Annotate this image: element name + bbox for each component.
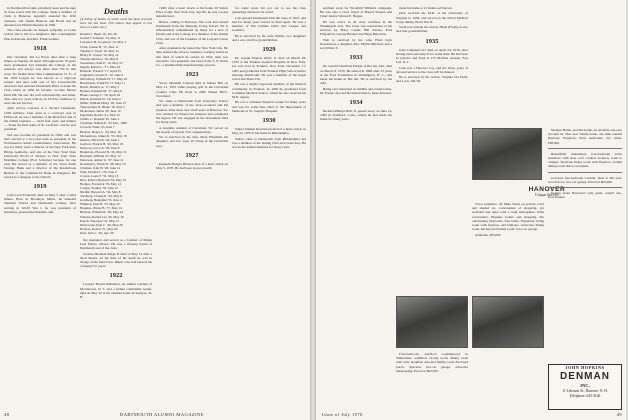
death-entry: Dunton, Harold R. '26, June 1 [80, 137, 120, 142]
denman-ad-name: DENMAN [560, 371, 610, 382]
death-entry: Hyman, Kenneth M. '17, May 6 [80, 89, 122, 94]
divider [548, 172, 622, 173]
hanover-ad-name: HANOVER [528, 186, 566, 193]
obituary-text: John Cecil Frederick died on May 5 after a brief illness. Born in Brooklyn, Minn., he attended Shattuck School and Dartmouth College, after serving in World War I, he was president of insurance, general merchandise, and [4, 193, 76, 214]
obituary-text: fire insurance and served as a founder of Maple Leaf Farms, Ottawa. He was a lifelong friend of Dartmouth and of the class. [80, 237, 152, 251]
death-entry: Donald L. Bush '16, Jan. 26 [80, 32, 117, 37]
right-column-1 [320, 6, 392, 404]
ad-text: Modern Home, and this home, an enviable one-acre wooded lot. Fine new family home, one mile outside Hanover. Fireplace, three bedrooms, two baths. $58,000. [548, 128, 622, 145]
class-year-heading: 1927 [185, 151, 199, 159]
denman-ad-address: 11 Lebanon St., Hanover, N. H. [562, 389, 608, 393]
obituary-text: Vic is survived by his wife, Mary Elizabeth, his daughter, and two sons, all living in the Cleveland area. [156, 135, 228, 148]
page-number: 48 [4, 412, 10, 417]
obituary-text: Victor Marshall Cantoni died at Sunset Hill on May 21, 1970 while playing golf at the Cleveland Country Club. He lived at 2900 Shaker Blvd., Cleveland. [156, 81, 228, 98]
death-entry: Hudson, Henry C. '24, May 16 [80, 129, 121, 134]
ad-text: Inquire about Hanover's only quiet, central one-floor homes. [548, 191, 622, 200]
obituary-text: Vic came to Dartmouth from University School and was a member of the Jack-o-Lantern and Psi Upsilon. After three and a half years at Hanover, Vic was stricken by illness but returned and completed his degree. He was engaged in the investment field for many years. [156, 99, 228, 125]
ad-text: Four-bedroom, one-floor contemporary in immaculate condition. Living room, dining room with wall, breakfast area and family room. Enclosed porch. Spacious two-car garage, attractive landscaping. Priced at $62,500. [396, 352, 468, 373]
obituary-text: Late entered Dartmouth with the class of 1927, and had for many years served as fund agent. He was a member of Phi Gamma Delta and Casque and Gauntlet. [232, 15, 306, 33]
obituary-text: Cam was a Hanover boy, and his many years of devoted service to the class will be missed. [396, 65, 468, 74]
death-entry: Ingalls, Robert C. '17, May 16 [80, 64, 120, 69]
death-entry: Ingraham, Robert '21, May 22 [80, 113, 120, 118]
obituary-text: He is survived by his wife, Emma, two daughters and a son, and five grandchildren. [232, 33, 306, 42]
death-entry: Marsh, Kenneth W. '18, June 4 [80, 97, 121, 102]
obituary-text: Survivors include his widow, Hilda (Fresh). A son, and four grandchildren. [396, 25, 468, 34]
death-entry: Clark, Joshua H. '15, June 11 [80, 44, 119, 49]
obituary-text: Dick received his M.D. at the University of Virginia in 1939, and served in the Naval Medical Corps during World War II. [396, 11, 468, 24]
death-entry: Harris, Bradley A. '17, May 5 [80, 85, 120, 89]
death-entry: Gaylord, Francis H. '26, May 18 [80, 141, 123, 146]
death-entry: Crowell, Wade '23, June 7 [80, 125, 115, 130]
death-entry: Rice, Robert Maynard '32, May 19 [80, 178, 126, 183]
death-entry: Thomas C. Ryan '16, May 12 [80, 48, 119, 53]
deaths-intro: [A listing of deaths of which word has been received since the last issue. Full notices may appear in this issue or a later one.] [80, 17, 152, 29]
hanover-ad-subtitle: Unique Interior [535, 193, 559, 197]
death-entry: Hodges, Frederick '33, May 14 [80, 182, 121, 187]
obituary-text: Walter Samuel Rosenstock died of a heart attack on May 24, 1970 at his home in Philadelphia. [232, 127, 306, 136]
divider [548, 148, 622, 149]
class-year-heading: 1935 [425, 37, 439, 45]
left-column-2 [80, 6, 152, 404]
class-year-heading: 1934 [349, 99, 363, 107]
death-entry: Campbell, Charles E. '16, June 4 [80, 72, 124, 77]
left-column-4 [232, 6, 306, 404]
death-entry: Thomas Merrrow '16, May 8 [80, 56, 119, 61]
obituary-text: in Dartmouth became extremely keen and he kept in close touch with the College, made a number of visits to Hanover, regularly attended the 1916 reunions, and visited Hanover and Booth and he attended our Fiftieth Reunion in 1966. [4, 6, 76, 27]
death-entry: Dubrowski, Paul C. '49, May 26 [80, 222, 123, 227]
page-number: 49 [616, 412, 622, 417]
obituary-text: Before coming to Hanover, Van took and earned Dartmouth from the Berkeley Irving School. He is affectionately remembered by many for a host of friends and at the College as a member of the Outing Club, and one of the founders of the Ledyard Canoe Club. [156, 19, 228, 45]
deaths-heading: Deaths [103, 6, 129, 16]
denman-ad-phone: Telephone: 643-4146 [569, 394, 601, 398]
death-entry: Coburn, Stanley '33, June 12 [80, 186, 118, 191]
death-entry: Fishman, Paul H. '35, May 20 [80, 202, 120, 207]
right-ads-column [548, 128, 622, 363]
obituary-text: Being very interested in wildlife and conservation, Dr. Packer devoted his leisure time to these interests. [320, 86, 392, 95]
death-entry: Patterson, Arthur Sr. '27, June 12 [80, 157, 124, 162]
obituary-text: Walt is survived by his wife, Ethel Kyle Rosenstock, a daughter, Mrs. Phyllis Mitchell, and a son Walter Jr. [320, 37, 392, 51]
ad-price: Available, $95,000 [475, 232, 501, 237]
death-entry: Hodson, Robert '51, May 28 [80, 226, 118, 231]
death-entry: Baldwin, Frank P. '17, April 25 [80, 68, 121, 73]
ad-text: Gracious five-bedroom colonial. Near to hill area, wood floors, two-car garage. Priced at $65,000. [548, 175, 622, 184]
class-year-heading: 1930 [262, 117, 276, 125]
death-entry: McAndrews, James D. '25, May 18 [80, 133, 127, 138]
death-entry: Rauch, Theodore '41, May 15 [80, 218, 120, 223]
death-entry: Miller, William Henry '20, June 15 [80, 101, 126, 106]
class-year-heading: 1923 [185, 71, 199, 79]
obituary-text: Charles Marshall Rurge II died on May 14 after a short illness. At the time of his death he was in charge of the field force. Ralph, who had been in his company for years. [80, 251, 152, 269]
right-page [316, 0, 626, 420]
death-entry: Childs, C. Randall '22, June 2 [80, 117, 120, 122]
obituary-text: He is survived by his widow, Virginia Orr Field, and a son, Jim '64. [396, 75, 468, 84]
obituary-text: He was a volunteer hospital worker for many years and was for some time chief of the Department of Medicine at St. Joseph's Hospital. [232, 100, 306, 113]
death-entry: Hendricks, Howard N. '26, May 10 [80, 149, 127, 154]
obituary-text: spiritual work for Woodhill Willkie's campaign. He was also a close friend of Harold Stassen and Chief Justice Warren E. Burger. [320, 6, 392, 19]
death-entry: Wolf, Donald C. '29, June 2 [80, 169, 117, 174]
death-entry: Christen, John W. '28, June 14 [80, 165, 120, 170]
class-year-heading: 1918 [33, 44, 47, 52]
death-entry: Cowan, Louis F. '31, May 13 [80, 174, 119, 179]
obituary-text: John Campbell Orr died on April 24, 1970, after having been seriously ill for some time. He had been in practice and lived at 215 Mollitor Avenue, Fort Lee, N. J. [396, 47, 468, 65]
hanover-ad-caption [396, 352, 468, 398]
divider [548, 187, 622, 188]
death-entry: Dickerman, Julius '20, June 10 [80, 109, 121, 114]
death-entry: Moffitt, Howard A. '34, May 8 [80, 190, 121, 195]
death-entry: Neil, John C. '65, Apr. 29 [80, 230, 114, 235]
obituary-text: Dr. Gerald Chadwick Packer of Bel Air, Md., died on March 8, 1970. He retired in 1968 after 33 years at the Ford Foundation in Washington, D. C., and made his home in Bel Air. He is survived by his wife. [320, 64, 392, 86]
death-entry: Blake, George C. '20, April 16 [80, 93, 121, 98]
class-year-heading: 1933 [349, 54, 363, 62]
obituary-text: Walter came to Dartmouth from Philadelphia and was a member of the Outing Club and Green Key. He was in the leather business for many years. [232, 136, 306, 150]
death-entry: Goldberg, Benjamin '35, June 4 [80, 198, 122, 203]
obituary-text: Dr. Joseph Francis Wolfe Jr. died on March 28, 1970 at the Yonkers General Hospital in New York. Joe was born in Yonkers, New York, December 17, 1905 and graduated from Yonkers High School before entering Dartmouth. He was a member of the Aegis board and Theta Chi. [232, 56, 306, 82]
death-entry: Hutchinson, Frank H. '17, May 11 [80, 80, 125, 85]
obituary-text: The Class extends its deepest sympathy to Louie widow and to his two daughters, Mrs. Cunningham Pine in Altoona, and Mrs. Frank Leather. [4, 28, 76, 41]
class-year-heading: 1919 [33, 183, 47, 191]
denman-ad [548, 364, 622, 410]
obituary-text: After graduation he joined the New York Life. He then entered the tobacco business, working with it in this field of which he retired in 1952, then was executive vice-president and head of the S. E. Rains Co., a handkerchief manufacturing concern. [156, 46, 228, 68]
obituary-text: Leonard Harold Rhinehart, an alumni resident of Morristown, N. J., and a former community leader, died on May 22 at his summer home in Sunapee, N. H. [80, 282, 152, 299]
obituary-text: made his home at 12 Oakwood Terrace. [399, 6, 453, 10]
ad-text: Beautifully maintained four-bedroom brick residence with slate roof. Central location, walk to campus. Spacious living room with fireplace, formal dining room. Price on request. [548, 151, 622, 169]
obituary-text: A longtime resident of Cleveland, Vic served on the boards of several civic organizations. [156, 125, 228, 134]
obituary-text: After service overseas as a Second Lieutenant, 1918 Artillery, Chet went to a cowboy's seat in Elmwood, he was a member of the Beresford and of the family business — retail fuel, feed, and lumber — Stoke the firm name of R. Leoff-Inc. and he was president. [4, 106, 76, 132]
class-year-heading: 1922 [109, 272, 123, 280]
class-year-heading: 1929 [262, 46, 276, 53]
death-entry: Sassamnon, Paul E. '16, May 23 [80, 60, 123, 65]
death-entry: Viskowidzki, R. Blake '18, June 5 [80, 105, 125, 110]
death-entry: Rosenberry, Walter E. '28, May 10 [80, 161, 126, 166]
left-column-3 [156, 6, 228, 404]
obituary-text: He was a highly respected member of the medical community in Yonkers. In 1930 he graduated from Columbia Medical School, where he also received his M.D. degree. [232, 82, 306, 100]
obituary-text: Richard Phillips Bell, Jr. passed away on June 14, 1969 in Stamford, Conn., where he had made his home for many years. [320, 109, 392, 122]
running-footer: DARTMOUTH ALUMNI MAGAZINE [120, 412, 204, 417]
deaths-list [80, 32, 152, 234]
obituary-text: 1948, after a heart attack at his home 20 Sutton Place South, New York City. Age 80, he was a noted manufacturer. [156, 6, 228, 19]
ad-text: Town residence, off Main Street on private, level and shaded lot, convenience of shopping, yet secluded and quiet with a rural atmosphere. Walk everywhere, Hopkins Center and shopping. Six outstanding bedrooms, four baths. Expansive living room with fireplace and built-ins. Attractive dining room, kitchen and family room. Two-car garage. [472, 202, 544, 232]
house-photo [396, 296, 468, 348]
obituary-text: for some years but got out to see the class gatherings whenever he could. [232, 6, 306, 15]
obituary-text: Our classmate Ted La Force died after a long illness on Sunday, 26 April. Throughout the 70 years since graduation Ted attended the College on the reunions and always was more than 750 in that town. No further more than Commissioner, N. Y., of the 1918 League he was known as a vigorous worker and later with one of his Loewensville educators had returned Dartmouth Plaza to make the Club which in 1936 he became. Lovette Shores Pearl Phi. He also did well scholastically, and when, after only two years with us, in 1916 he withdrew to enter the Air Service. [4, 54, 76, 106]
obituary-text: Kenneth Hodges Hudson died of a heart attack on May 5, 1970. He had been in poor health [156, 161, 228, 171]
right-column-2 [396, 6, 468, 156]
death-entry: McGilvray, William H. '17, May 19 [80, 76, 128, 81]
death-entry: Webster, Robert Lee '40, May 16 [80, 214, 124, 219]
death-entry: Christian, Nathan E. '22, Dec. 1969 [80, 121, 127, 126]
denman-ad-inc: INC. [580, 383, 590, 388]
death-entry: Henry E. Clopes '16, May 14 [80, 52, 119, 57]
house-photo [472, 128, 542, 180]
left-page [0, 0, 310, 420]
hanover-ad-body [472, 202, 544, 292]
death-entry: Hopkins, Walter B. '37, May 14 [80, 206, 122, 211]
death-entry: DeGroot, Joyce A. '26, June 8 [80, 145, 120, 150]
house-photo [472, 296, 544, 348]
death-entry: Hudson, William R. '38, May 24 [80, 210, 123, 215]
death-entry: Lawrence H. Goodnow '14, May 4 [80, 40, 126, 45]
obituary-text: Ted also became its president in 1929, and was later elected to a two-year term as president of the Northeastern Retail Lumbermen's Association. He was for many years a director of the New York State Bridge Authority, and also of the New York State University Board of Visitors to New York State Maritime College (Fort Schuyler) because for one year. He served as a member of the Town Pallis Savings Bank and a director of the Kinderhook Branch of the Commercial Bank in Kingston. He served as a delegate to the Church. [4, 132, 76, 179]
left-column-1 [4, 6, 76, 404]
obituary-text: He was active in all class activities in the Washington area. The Class was represented at his services by Harry Cusler, Bill Davies, Fred Fitzpatrick, George Bowker and Heyn Bertolette. [320, 19, 392, 37]
death-entry: Gerald J. Tohenyo '14, May 11 [80, 36, 121, 41]
running-footer: Issue of July 1970 [322, 412, 363, 417]
death-entry: Bucknell, William '27, May 12 [80, 153, 121, 158]
denman-ad-top: JOHN HOPKINS [565, 365, 605, 370]
death-entry: Sandberg, Claude E. '34, May 8 [80, 194, 122, 199]
